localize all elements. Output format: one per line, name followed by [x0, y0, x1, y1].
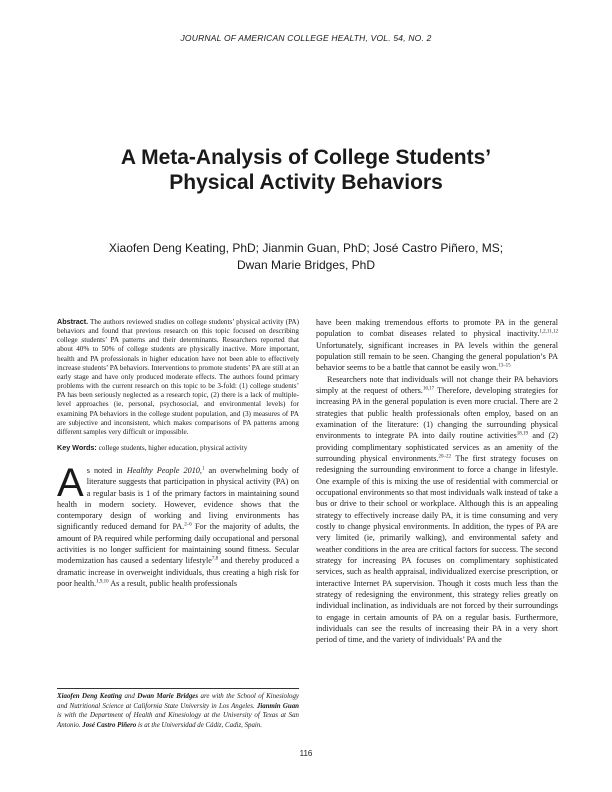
body-text: Researchers note that individuals will not change their PA behaviors simply at the request of others.	[316, 374, 558, 395]
keywords-text: college students, higher education, physical activity	[98, 444, 248, 453]
abstract-text: The authors reviewed studies on college students’ physical activity (PA) behaviors and found that previous research on this topic focused on describing college students’ PA patterns and their determinants. Researchers reported that about 40% to 50% of college students are physically inactive. More important, health and PA professionals in higher education have not been able to effectively increase students’ PA behaviors. Interventions to promote students’ PA are still at an early stage and have only produced moderate effects. The authors found primary problems with the current research on this topic to be 3-fold: (1) college students’ PA has been seriously neglected as a research topic, (2) there is a lack of multiple-level approaches (ie, personal, psychosocial, and environmental levels) for examining PA behaviors in the college student population, and (3) measures of PA are subjective and inconsistent, which makes comparisons of PA patterns among different samples very difficult or impossible.	[57, 318, 299, 436]
title-line-2: Physical Activity Behaviors	[169, 171, 443, 194]
body-text: The first strategy focuses on redesigning the surrounding environment to force a change in lifestyle. One example of this is mixing the use of residential with commercial or occupational environments so that most individuals walk instead of take a bus or drive to their school or workplace. Although this is an appealing strategy to effectively increase daily PA, it is time consuming and very costly to change physical environments. In addition, the types of PA are very limited (ie, primarily walking), and environmental safety and weather conditions in the area are critical factors for success. The second strategy for increasing PA focuses on complimentary sophisticated services, such as health appraisal, individualized exercise prescription, or interactive Internet PA supervision. Though it costs much less than the strategy of redesigning the environment, this strategy relies greatly on individual inclination, as individuals are not forced by their surroundings to engage in certain amounts of PA on a regular basis. Furthermore, individuals can see the results of increasing their PA in a very short period of time, and the variety of individuals’ PA and the	[316, 453, 558, 645]
footnote-text: is with the Department of Health and Kinesiology at the University of Texas at San Antonio.	[57, 712, 299, 730]
citation: 7,8	[211, 556, 219, 562]
footnote-text: are with the School of Kinesiology and Nutritional Science at California State University in Los Angeles.	[57, 693, 299, 710]
footnote-divider	[57, 688, 299, 689]
article-title	[40, 145, 572, 195]
citation: 20–22	[438, 454, 451, 460]
body-text: Unfortunately, significant increases in PA levels within the general population still remain to be seen. Changing the general population’s PA behavior seems to be a battle that cannot be easily won.	[316, 340, 558, 373]
abstract	[57, 317, 299, 437]
citation: 1,9,10	[96, 579, 109, 585]
keywords	[57, 443, 299, 454]
abstract-label: Abstract.	[57, 317, 89, 326]
author-name: Xiaofen Deng Keating	[57, 693, 123, 700]
body-text: Therefore, developing strategies for increasing PA in the general population is even more crucial. There are 2 strategies that public health professionals often employ, based on an examination of the literature: (1) changing the surrounding physical environments to integrate PA into daily routine activities	[316, 385, 558, 441]
body-paragraph-1	[316, 317, 558, 374]
intro-text: As a result, public health professionals	[108, 578, 238, 588]
authors-line-1: Xiaofen Deng Keating, PhD; Jianmin Guan, PhD; José Castro Piñero, MS;	[108, 241, 504, 255]
page-number: 116	[299, 749, 313, 758]
body-paragraph-2	[316, 374, 558, 646]
authors-line-2: Dwan Marie Bridges, PhD	[236, 258, 376, 272]
right-column	[316, 317, 558, 646]
footnote-text: and	[122, 693, 138, 700]
keywords-label: Key Words:	[57, 443, 97, 453]
author-name: José Castro Piñero	[82, 722, 137, 730]
citation: 1,2,11,12	[539, 329, 558, 335]
intro-text: s noted in	[86, 466, 127, 475]
intro-paragraph	[57, 461, 299, 589]
body-text: have been making tremendous efforts to promote PA in the general population to combat diseases related to physical inactivity.	[316, 318, 558, 339]
title-line-1: A Meta-Analysis of College Students’	[120, 146, 492, 169]
author-name: Dwan Marie Bridges	[137, 693, 199, 700]
citation: 13–15	[498, 363, 511, 369]
citation: 16,17	[422, 386, 435, 392]
body-text: and (2) providing complimentary sophisticated services as an amenity of the surrounding physical environments.	[316, 431, 558, 463]
footnote-text: is at the Universidad de Cádiz, Cadiz, Spain.	[136, 722, 263, 730]
journal-header: JOURNAL OF AMERICAN COLLEGE HEALTH, VOL. 54, NO. 2	[180, 33, 432, 43]
left-column-abstract	[57, 317, 299, 454]
author-name: Jianmin Guan	[256, 702, 299, 710]
citation: 2–6	[184, 522, 192, 528]
author-list	[40, 240, 572, 274]
healthy-people-reference: Healthy People 2010,	[126, 466, 202, 475]
author-affiliations-footnote	[57, 692, 299, 731]
intro-text: an overwhelming body of literature suggests that participation in physical activity (PA) on a regular basis is 1 of the primary factors in maintaining sound health in modern society. However, evidence shows that the contemporary design of working and living environments has significantly reduced demand for PA.	[57, 466, 299, 532]
drop-cap: A	[57, 461, 84, 505]
citation: 1	[201, 466, 205, 472]
intro-text: For the majority of adults, the amount of PA required while performing daily occupational and personal activities is no longer sufficient for maintaining sound fitness. Secular modernization has caused a sedentary lifestyle	[57, 522, 299, 566]
intro-text: and thereby produced a dramatic increase in overweight individuals, thus creating a high risk for poor health.	[57, 556, 299, 588]
citation: 18,19	[516, 431, 529, 437]
